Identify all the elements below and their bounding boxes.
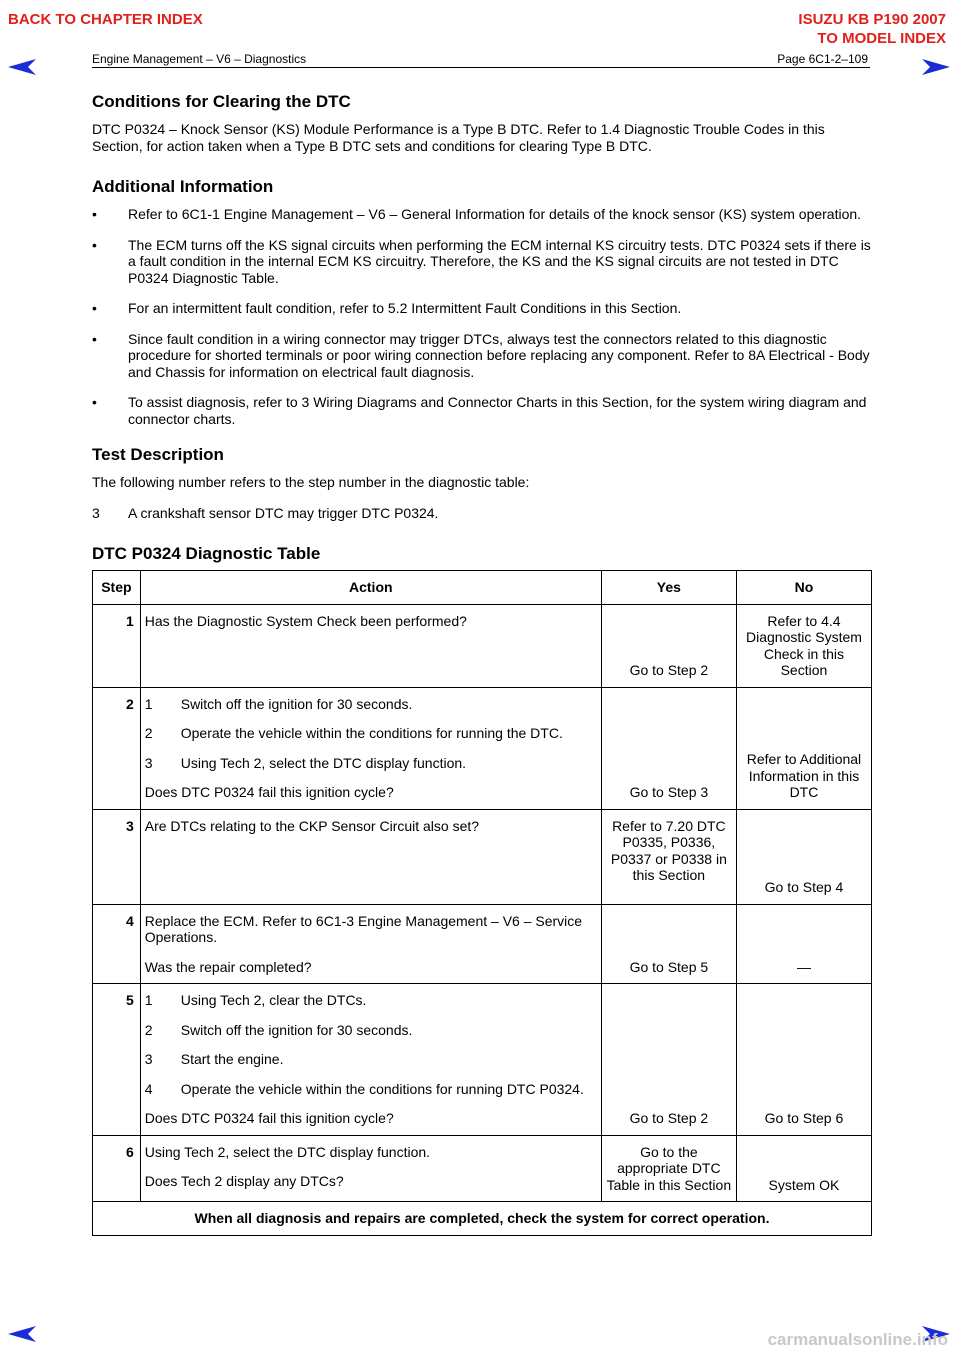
action-cell bbox=[140, 984, 601, 1136]
table-title: DTC P0324 Diagnostic Table bbox=[92, 544, 321, 563]
no-cell: System OK bbox=[736, 1135, 871, 1202]
step-number: 3 bbox=[93, 809, 141, 904]
action-cell bbox=[140, 904, 601, 984]
step-question: Does DTC P0324 fail this ignition cycle? bbox=[144, 784, 394, 800]
watermark: carmanualsonline.info bbox=[767, 1330, 948, 1349]
action-cell bbox=[140, 809, 601, 904]
step-number: 6 bbox=[93, 1135, 141, 1202]
bullet-icon: • bbox=[92, 394, 97, 410]
test-item bbox=[92, 505, 872, 522]
step-question: Has the Diagnostic System Check been performed? bbox=[144, 612, 467, 629]
header-divider bbox=[92, 67, 870, 68]
yes-cell: Go to Step 3 bbox=[601, 687, 736, 809]
model-title-link[interactable]: ISUZU KB P190 2007 bbox=[798, 11, 946, 28]
step-number: 1 bbox=[93, 604, 141, 687]
yes-cell: Go to Step 2 bbox=[601, 984, 736, 1136]
yes-cell: Go to Step 2 bbox=[601, 604, 736, 687]
section-title-additional: Additional Information bbox=[92, 177, 274, 196]
step-question: Was the repair completed? bbox=[144, 958, 312, 975]
action-cell bbox=[140, 687, 601, 809]
step-question: Are DTCs relating to the CKP Sensor Circuit also set? bbox=[144, 817, 480, 834]
no-cell: Refer to 4.4 Diagnostic System Check in this Section bbox=[736, 604, 871, 687]
action-cell bbox=[140, 1135, 601, 1202]
step-number: 4 bbox=[93, 904, 141, 984]
test-item-number: 3 bbox=[92, 504, 100, 521]
previous-page-arrow-icon[interactable] bbox=[8, 59, 36, 75]
table-row bbox=[93, 904, 872, 984]
section-title-clearing: Conditions for Clearing the DTC bbox=[92, 92, 351, 111]
table-row bbox=[93, 604, 872, 687]
clearing-paragraph: DTC P0324 – Knock Sensor (KS) Module Performance is a Type B DTC. Refer to 1.4 Diagnostic Trouble Codes in this Section, for action taken when a Type B DTC sets and conditions for clearing Type B DTC. bbox=[92, 121, 825, 154]
list-item: • The ECM turns off the KS signal circuits when performing the ECM internal KS circuitry tests. DTC P0324 sets if there is a fault condition in the internal ECM KS circuitry. Therefore, the KS and the KS signal circuits are not tested in DTC P0324 Diagnostic Table. bbox=[92, 236, 871, 286]
yes-cell: Refer to 7.20 DTC P0335, P0336, P0337 or P0338 in this Section bbox=[601, 809, 736, 904]
sub-step: 1 Switch off the ignition for 30 seconds. bbox=[144, 695, 413, 712]
sub-step: 2 Operate the vehicle within the conditions for running the DTC. bbox=[144, 725, 563, 741]
step-number: 5 bbox=[93, 984, 141, 1136]
table-row bbox=[93, 1135, 872, 1202]
no-cell: Go to Step 6 bbox=[736, 984, 871, 1136]
section-title-test: Test Description bbox=[92, 445, 224, 464]
test-intro: The following number refers to the step number in the diagnostic table: bbox=[92, 474, 530, 490]
step-instruction: Using Tech 2, select the DTC display function. bbox=[144, 1143, 431, 1160]
step-number: 2 bbox=[93, 687, 141, 809]
test-item-text: A crankshaft sensor DTC may trigger DTC P0324. bbox=[128, 504, 439, 521]
sub-step: 1 Using Tech 2, clear the DTCs. bbox=[144, 992, 367, 1008]
header-yes: Yes bbox=[601, 571, 736, 605]
table-footer-row bbox=[93, 1202, 872, 1236]
additional-info-list bbox=[92, 206, 872, 427]
step-question: Does Tech 2 display any DTCs? bbox=[144, 1173, 344, 1189]
list-item: • For an intermittent fault condition, refer to 5.2 Intermittent Fault Conditions in this Section. bbox=[92, 300, 682, 316]
bullet-icon: • bbox=[92, 330, 97, 347]
no-cell: Refer to Additional Information in this DTC bbox=[736, 687, 871, 809]
list-item: • To assist diagnosis, refer to 3 Wiring Diagrams and Connector Charts in this Section, for the system wiring diagram and connector charts. bbox=[92, 394, 867, 427]
sub-step: 4 Operate the vehicle within the conditions for running DTC P0324. bbox=[144, 1080, 584, 1097]
bullet-icon: • bbox=[92, 300, 97, 316]
sub-step: 3 Using Tech 2, select the DTC display function. bbox=[144, 754, 467, 771]
table-header-row bbox=[93, 571, 872, 605]
page-number: Page 6C1-2–109 bbox=[777, 52, 868, 66]
next-page-arrow-icon[interactable] bbox=[922, 59, 950, 75]
step-instruction: Replace the ECM. Refer to 6C1-3 Engine Management – V6 – Service Operations. bbox=[144, 912, 583, 945]
table-row bbox=[93, 809, 872, 904]
yes-cell: Go to the appropriate DTC Table in this Section bbox=[601, 1135, 736, 1202]
sub-step: 3 Start the engine. bbox=[144, 1051, 284, 1067]
running-header-title: Engine Management – V6 – Diagnostics bbox=[92, 52, 307, 66]
header-no: No bbox=[736, 571, 871, 605]
back-to-chapter-index-link[interactable]: BACK TO CHAPTER INDEX bbox=[8, 11, 203, 28]
table-row bbox=[93, 687, 872, 809]
bullet-icon: • bbox=[92, 236, 97, 253]
header-step: Step bbox=[93, 571, 141, 605]
no-cell: — bbox=[736, 904, 871, 984]
sub-step: 2 Switch off the ignition for 30 seconds. bbox=[144, 1021, 413, 1038]
table-row bbox=[93, 984, 872, 1136]
to-model-index-link[interactable]: TO MODEL INDEX bbox=[817, 30, 946, 47]
diagnostic-table bbox=[92, 570, 872, 1236]
previous-page-arrow-icon[interactable] bbox=[8, 1326, 36, 1342]
list-item: • Since fault condition in a wiring connector may trigger DTCs, always test the connectors related to this diagnostic procedure for shorted terminals or poor wiring connection before replacing any component. Refer to 8A Electrical - Body and Chassis for information on electrical fault diagnosis. bbox=[92, 330, 870, 380]
yes-cell: Go to Step 5 bbox=[601, 904, 736, 984]
table-footer-note: When all diagnosis and repairs are completed, check the system for correct operation. bbox=[93, 1202, 872, 1236]
page-content bbox=[92, 92, 872, 1236]
step-question: Does DTC P0324 fail this ignition cycle? bbox=[144, 1110, 394, 1126]
no-cell: Go to Step 4 bbox=[736, 809, 871, 904]
list-item: • Refer to 6C1-1 Engine Management – V6 – General Information for details of the knock sensor (KS) system operation. bbox=[92, 206, 862, 222]
bullet-icon: • bbox=[92, 206, 97, 222]
header-action: Action bbox=[140, 571, 601, 605]
action-cell bbox=[140, 604, 601, 687]
